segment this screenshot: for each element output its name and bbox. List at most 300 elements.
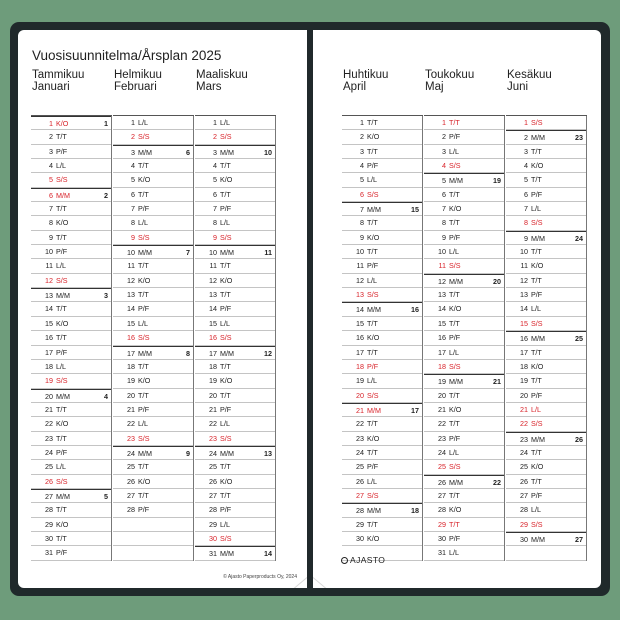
week-number: 7 xyxy=(186,248,190,258)
weekday-label: T/T xyxy=(138,490,149,500)
day-number: 14 xyxy=(520,304,528,314)
day-row[interactable] xyxy=(113,145,193,159)
day-row[interactable] xyxy=(195,331,275,345)
week-number: 19 xyxy=(493,176,501,186)
weekday-label: L/L xyxy=(449,548,459,558)
weekday-label: P/F xyxy=(449,433,461,443)
day-number: 23 xyxy=(356,433,364,443)
day-number: 20 xyxy=(438,390,446,400)
weekday-label: S/S xyxy=(138,232,150,242)
weekday-label: P/F xyxy=(531,290,543,300)
day-row[interactable] xyxy=(113,503,193,517)
month-name-finnish: Tammikuu xyxy=(32,69,85,81)
day-row[interactable] xyxy=(195,130,275,144)
day-row[interactable] xyxy=(113,403,193,417)
day-number: 18 xyxy=(45,361,53,371)
weekday-label: S/S xyxy=(220,232,232,242)
day-row[interactable] xyxy=(113,130,193,144)
day-row[interactable] xyxy=(31,389,111,403)
day-number: 8 xyxy=(524,218,528,228)
day-number: 3 xyxy=(524,146,528,156)
weekday-label: K/O xyxy=(138,376,151,386)
weekday-label: S/S xyxy=(56,175,68,185)
weekday-label: M/M xyxy=(531,534,545,544)
weekday-label: T/T xyxy=(56,304,67,314)
day-row[interactable] xyxy=(31,145,111,159)
weekday-label: K/O xyxy=(56,119,69,128)
day-row[interactable] xyxy=(31,475,111,489)
day-row[interactable] xyxy=(195,216,275,230)
day-number: 2 xyxy=(360,132,364,142)
weekday-label: T/T xyxy=(367,247,378,257)
day-row[interactable] xyxy=(113,389,193,403)
day-row[interactable] xyxy=(342,145,422,159)
day-row[interactable] xyxy=(506,360,586,374)
weekday-label: T/T xyxy=(531,275,542,285)
day-row[interactable] xyxy=(424,274,504,288)
day-row[interactable] xyxy=(424,360,504,374)
day-row[interactable] xyxy=(195,245,275,259)
day-row[interactable] xyxy=(195,259,275,273)
day-row[interactable] xyxy=(195,389,275,403)
day-row[interactable] xyxy=(195,403,275,417)
day-number: 2 xyxy=(524,133,528,143)
weekday-label: T/T xyxy=(449,218,460,228)
day-row[interactable] xyxy=(506,518,586,532)
day-row[interactable] xyxy=(424,489,504,503)
day-row[interactable] xyxy=(342,346,422,360)
day-row[interactable] xyxy=(342,446,422,460)
day-number: 8 xyxy=(131,218,135,228)
day-row[interactable] xyxy=(31,546,111,560)
weekday-label: S/S xyxy=(531,318,543,328)
day-number: 12 xyxy=(356,275,364,285)
day-number: 5 xyxy=(213,175,217,185)
day-row[interactable] xyxy=(195,518,275,532)
day-row[interactable] xyxy=(424,331,504,345)
week-number: 4 xyxy=(104,391,108,401)
day-row[interactable] xyxy=(31,245,111,259)
day-row[interactable] xyxy=(31,188,111,202)
day-row[interactable] xyxy=(506,475,586,489)
weekday-label: K/O xyxy=(220,476,233,486)
weekday-label: T/T xyxy=(367,519,378,529)
day-row[interactable] xyxy=(506,417,586,431)
day-row[interactable] xyxy=(195,432,275,446)
weekday-label: T/T xyxy=(449,189,460,199)
weekday-label: P/F xyxy=(367,161,379,171)
day-row[interactable] xyxy=(31,532,111,546)
weekday-label: S/S xyxy=(449,161,461,171)
weekday-label: M/M xyxy=(449,176,463,186)
day-row[interactable] xyxy=(31,216,111,230)
day-number: 1 xyxy=(360,118,364,127)
day-row[interactable] xyxy=(342,216,422,230)
day-row[interactable] xyxy=(342,231,422,245)
weekday-label: T/T xyxy=(56,333,67,343)
day-row[interactable] xyxy=(424,403,504,417)
day-row[interactable] xyxy=(113,331,193,345)
day-number: 8 xyxy=(442,218,446,228)
month-column-february xyxy=(113,68,194,561)
day-list xyxy=(506,116,587,561)
day-number: 10 xyxy=(45,247,53,257)
day-row[interactable] xyxy=(31,173,111,187)
day-row[interactable] xyxy=(424,116,504,130)
month-header xyxy=(113,68,194,116)
day-row[interactable] xyxy=(342,302,422,316)
weekday-label: S/S xyxy=(367,390,379,400)
day-row[interactable] xyxy=(195,346,275,360)
day-number: 5 xyxy=(360,175,364,185)
weekday-label: K/O xyxy=(367,132,380,142)
day-number: 25 xyxy=(438,462,446,472)
day-number: 17 xyxy=(438,347,446,357)
day-row[interactable] xyxy=(113,417,193,431)
day-row[interactable] xyxy=(195,116,275,130)
day-row[interactable] xyxy=(424,202,504,216)
day-row[interactable] xyxy=(31,274,111,288)
day-row[interactable] xyxy=(31,518,111,532)
day-number: 4 xyxy=(213,161,217,171)
day-number: 14 xyxy=(45,304,53,314)
day-row[interactable] xyxy=(195,532,275,546)
day-number: 21 xyxy=(356,405,364,415)
day-number: 4 xyxy=(131,161,135,171)
day-number: 26 xyxy=(45,476,53,486)
day-row[interactable] xyxy=(506,145,586,159)
day-row[interactable] xyxy=(424,417,504,431)
weekday-label: T/T xyxy=(56,404,67,414)
week-number: 24 xyxy=(575,233,583,243)
day-row[interactable] xyxy=(195,360,275,374)
weekday-label: T/T xyxy=(220,462,231,472)
day-row[interactable] xyxy=(506,331,586,345)
day-row[interactable] xyxy=(424,145,504,159)
day-row[interactable] xyxy=(506,202,586,216)
day-row[interactable] xyxy=(342,173,422,187)
weekday-label: M/M xyxy=(367,205,381,215)
day-row[interactable] xyxy=(195,145,275,159)
day-row[interactable] xyxy=(424,389,504,403)
day-number: 30 xyxy=(520,534,528,544)
month-name-swedish: Januari xyxy=(32,81,70,93)
day-row[interactable] xyxy=(113,446,193,460)
day-row[interactable] xyxy=(424,216,504,230)
day-number: 7 xyxy=(524,204,528,214)
day-row[interactable] xyxy=(506,317,586,331)
day-row[interactable] xyxy=(31,489,111,503)
left-page xyxy=(18,30,307,588)
day-row[interactable] xyxy=(31,360,111,374)
day-row[interactable] xyxy=(506,460,586,474)
day-row[interactable] xyxy=(195,288,275,302)
day-number: 1 xyxy=(524,118,528,127)
day-row[interactable] xyxy=(195,460,275,474)
day-row[interactable] xyxy=(195,188,275,202)
day-number: 8 xyxy=(213,218,217,228)
day-row[interactable] xyxy=(195,475,275,489)
day-number: 4 xyxy=(360,161,364,171)
weekday-label: M/M xyxy=(531,434,545,444)
day-row[interactable] xyxy=(113,360,193,374)
day-row[interactable] xyxy=(506,489,586,503)
day-row[interactable] xyxy=(424,532,504,546)
day-row[interactable] xyxy=(113,460,193,474)
weekday-label: T/T xyxy=(449,419,460,429)
day-row[interactable] xyxy=(506,346,586,360)
day-number: 20 xyxy=(356,390,364,400)
day-number: 7 xyxy=(442,204,446,214)
day-number: 26 xyxy=(438,477,446,487)
weekday-label: P/F xyxy=(138,505,150,515)
day-row[interactable] xyxy=(506,274,586,288)
day-row[interactable] xyxy=(195,503,275,517)
day-row[interactable] xyxy=(31,331,111,345)
day-row[interactable] xyxy=(113,202,193,216)
day-row[interactable] xyxy=(506,116,586,130)
day-row[interactable] xyxy=(506,403,586,417)
week-number: 25 xyxy=(575,334,583,344)
day-row[interactable] xyxy=(31,417,111,431)
day-row[interactable] xyxy=(506,245,586,259)
day-number: 6 xyxy=(131,189,135,199)
weekday-label: M/M xyxy=(220,248,234,258)
day-row[interactable] xyxy=(342,374,422,388)
day-row[interactable] xyxy=(424,159,504,173)
day-row[interactable] xyxy=(31,446,111,460)
day-row[interactable] xyxy=(113,346,193,360)
day-row[interactable] xyxy=(342,317,422,331)
month-name-finnish: Toukokuu xyxy=(425,69,475,81)
day-row[interactable] xyxy=(113,216,193,230)
day-row[interactable] xyxy=(342,288,422,302)
weekday-label: M/M xyxy=(367,506,381,516)
day-row[interactable] xyxy=(342,331,422,345)
day-number: 6 xyxy=(442,189,446,199)
day-row[interactable] xyxy=(31,432,111,446)
day-row[interactable] xyxy=(31,460,111,474)
day-row[interactable] xyxy=(195,159,275,173)
day-row[interactable] xyxy=(506,503,586,517)
day-row[interactable] xyxy=(31,231,111,245)
day-row[interactable] xyxy=(31,302,111,316)
day-number: 21 xyxy=(127,404,135,414)
day-row[interactable] xyxy=(113,116,193,130)
day-number: 23 xyxy=(438,433,446,443)
day-row[interactable] xyxy=(424,374,504,388)
day-row[interactable] xyxy=(31,346,111,360)
day-number: 10 xyxy=(127,248,135,258)
day-row[interactable] xyxy=(506,130,586,144)
week-number: 23 xyxy=(575,133,583,143)
month-header xyxy=(195,68,276,116)
day-row[interactable] xyxy=(424,432,504,446)
day-row[interactable] xyxy=(342,259,422,273)
day-row[interactable] xyxy=(113,432,193,446)
day-number: 31 xyxy=(45,548,53,558)
day-row[interactable] xyxy=(506,374,586,388)
day-row[interactable] xyxy=(195,489,275,503)
weekday-label: K/O xyxy=(449,204,462,214)
logo-text: AJASTO xyxy=(350,555,386,565)
day-row[interactable] xyxy=(31,159,111,173)
day-row[interactable] xyxy=(424,302,504,316)
day-row[interactable] xyxy=(195,202,275,216)
day-row[interactable] xyxy=(424,446,504,460)
day-number: 21 xyxy=(45,404,53,414)
day-row[interactable] xyxy=(424,518,504,532)
day-row[interactable] xyxy=(195,317,275,331)
day-row[interactable] xyxy=(506,159,586,173)
day-row[interactable] xyxy=(506,173,586,187)
day-row[interactable] xyxy=(195,231,275,245)
day-row[interactable] xyxy=(113,288,193,302)
day-row[interactable] xyxy=(342,503,422,517)
day-row[interactable] xyxy=(342,188,422,202)
day-row[interactable] xyxy=(506,288,586,302)
weekday-label: K/O xyxy=(449,505,462,515)
weekday-label: S/S xyxy=(531,218,543,228)
day-row[interactable] xyxy=(506,231,586,245)
weekday-label: K/O xyxy=(531,361,544,371)
day-row[interactable] xyxy=(506,216,586,230)
day-row[interactable] xyxy=(31,259,111,273)
day-row[interactable] xyxy=(31,317,111,331)
weekday-label: T/T xyxy=(367,146,378,156)
day-row[interactable] xyxy=(424,188,504,202)
day-row[interactable] xyxy=(342,274,422,288)
day-row[interactable] xyxy=(113,317,193,331)
day-row[interactable] xyxy=(113,245,193,259)
day-row[interactable] xyxy=(113,159,193,173)
day-row[interactable] xyxy=(342,532,422,546)
day-row[interactable] xyxy=(424,231,504,245)
day-row[interactable] xyxy=(506,532,586,546)
day-row[interactable] xyxy=(424,173,504,187)
day-row[interactable] xyxy=(195,173,275,187)
day-row[interactable] xyxy=(424,475,504,489)
day-row[interactable] xyxy=(342,202,422,216)
day-row[interactable] xyxy=(506,188,586,202)
day-row[interactable] xyxy=(506,302,586,316)
day-row[interactable] xyxy=(342,518,422,532)
day-number: 13 xyxy=(45,291,53,301)
day-number: 20 xyxy=(520,390,528,400)
day-row[interactable] xyxy=(342,489,422,503)
weekday-label: P/F xyxy=(56,347,68,357)
weekday-label: T/T xyxy=(531,247,542,257)
day-row[interactable] xyxy=(195,302,275,316)
day-number: 4 xyxy=(442,161,446,171)
weekday-label: K/O xyxy=(56,419,69,429)
day-number: 22 xyxy=(127,419,135,429)
day-row[interactable] xyxy=(31,288,111,302)
day-row[interactable] xyxy=(342,475,422,489)
day-row[interactable] xyxy=(342,389,422,403)
weekday-label: T/T xyxy=(138,290,149,300)
weekday-label: L/L xyxy=(138,318,148,328)
day-row[interactable] xyxy=(506,446,586,460)
weekday-label: K/O xyxy=(531,462,544,472)
day-row[interactable] xyxy=(342,417,422,431)
day-row[interactable] xyxy=(342,159,422,173)
day-row[interactable] xyxy=(31,116,111,130)
day-row[interactable] xyxy=(195,417,275,431)
day-row[interactable] xyxy=(31,403,111,417)
day-row[interactable] xyxy=(113,274,193,288)
day-row[interactable] xyxy=(31,503,111,517)
day-number: 14 xyxy=(127,304,135,314)
month-name-swedish: Februari xyxy=(114,81,157,93)
month-column-june xyxy=(506,68,587,561)
day-number: 28 xyxy=(438,505,446,515)
page-corner-line xyxy=(313,577,344,588)
day-row[interactable] xyxy=(342,460,422,474)
day-row[interactable] xyxy=(113,188,193,202)
day-row[interactable] xyxy=(195,374,275,388)
day-row[interactable] xyxy=(195,274,275,288)
day-row[interactable] xyxy=(424,130,504,144)
day-row[interactable] xyxy=(342,403,422,417)
weekday-label: K/O xyxy=(56,519,69,529)
day-row[interactable] xyxy=(113,489,193,503)
day-row[interactable] xyxy=(113,475,193,489)
weekday-label: L/L xyxy=(449,347,459,357)
day-row[interactable] xyxy=(424,503,504,517)
day-row[interactable] xyxy=(424,245,504,259)
day-row[interactable] xyxy=(113,302,193,316)
day-row[interactable] xyxy=(506,259,586,273)
empty-row xyxy=(506,546,586,560)
day-row[interactable] xyxy=(424,460,504,474)
day-row[interactable] xyxy=(195,446,275,460)
day-row[interactable] xyxy=(342,116,422,130)
day-row[interactable] xyxy=(31,374,111,388)
weekday-label: K/O xyxy=(138,175,151,185)
day-number: 9 xyxy=(442,232,446,242)
day-row[interactable] xyxy=(342,245,422,259)
day-row[interactable] xyxy=(195,546,275,560)
day-number: 10 xyxy=(356,247,364,257)
day-row[interactable] xyxy=(424,317,504,331)
month-column-may xyxy=(424,68,505,561)
weekday-label: M/M xyxy=(367,405,381,415)
day-row[interactable] xyxy=(342,432,422,446)
day-row[interactable] xyxy=(113,259,193,273)
day-row[interactable] xyxy=(424,288,504,302)
day-row[interactable] xyxy=(113,374,193,388)
day-number: 24 xyxy=(520,447,528,457)
page-title: Vuosisuunnitelma/Årsplan 2025 xyxy=(32,48,222,63)
day-number: 11 xyxy=(356,261,364,271)
day-row[interactable] xyxy=(31,202,111,216)
weekday-label: S/S xyxy=(220,132,232,142)
day-row[interactable] xyxy=(113,173,193,187)
day-row[interactable] xyxy=(506,389,586,403)
day-row[interactable] xyxy=(113,231,193,245)
day-row[interactable] xyxy=(424,346,504,360)
day-row[interactable] xyxy=(424,259,504,273)
day-row[interactable] xyxy=(424,546,504,560)
day-row[interactable] xyxy=(342,360,422,374)
weekday-label: T/T xyxy=(367,318,378,328)
day-row[interactable] xyxy=(342,130,422,144)
day-row[interactable] xyxy=(506,432,586,446)
weekday-label: P/F xyxy=(56,247,68,257)
day-row[interactable] xyxy=(31,130,111,144)
weekday-label: S/S xyxy=(56,376,68,386)
